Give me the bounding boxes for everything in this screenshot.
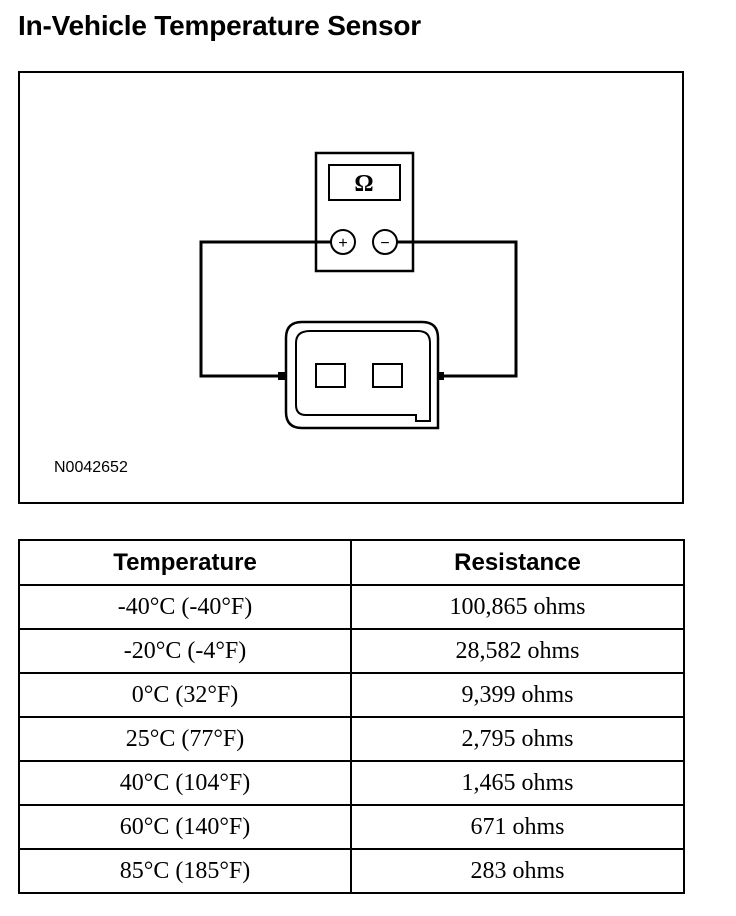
ohm-symbol: Ω [354,171,374,197]
resistance-cell: 9,399 ohms [351,673,684,717]
table-header-row [19,540,684,585]
table-row [19,849,684,893]
temperature-cell: -40°C (-40°F) [19,585,351,629]
temperature-cell: 60°C (140°F) [19,805,351,849]
table-row [19,761,684,805]
connector-terminal-right [373,364,402,387]
resistance-table [18,539,685,894]
column-header-resistance: Resistance [351,540,684,585]
resistance-cell: 28,582 ohms [351,629,684,673]
resistance-cell: 2,795 ohms [351,717,684,761]
table-row [19,629,684,673]
resistance-cell: 100,865 ohms [351,585,684,629]
figure-id: N0042652 [54,459,128,476]
resistance-cell: 283 ohms [351,849,684,893]
table-row [19,673,684,717]
resistance-cell: 1,465 ohms [351,761,684,805]
wiring-diagram [18,71,684,504]
temperature-cell: 85°C (185°F) [19,849,351,893]
temperature-cell: 0°C (32°F) [19,673,351,717]
connector-terminal-left [316,364,345,387]
table-row [19,717,684,761]
negative-label: − [380,235,390,252]
table-row [19,585,684,629]
temperature-cell: 25°C (77°F) [19,717,351,761]
temperature-cell: -20°C (-4°F) [19,629,351,673]
table-row [19,805,684,849]
resistance-cell: 671 ohms [351,805,684,849]
temperature-cell: 40°C (104°F) [19,761,351,805]
page-title: In-Vehicle Temperature Sensor [18,10,421,41]
diagram-svg [20,73,686,506]
positive-label: + [338,235,348,252]
column-header-temperature: Temperature [19,540,351,585]
